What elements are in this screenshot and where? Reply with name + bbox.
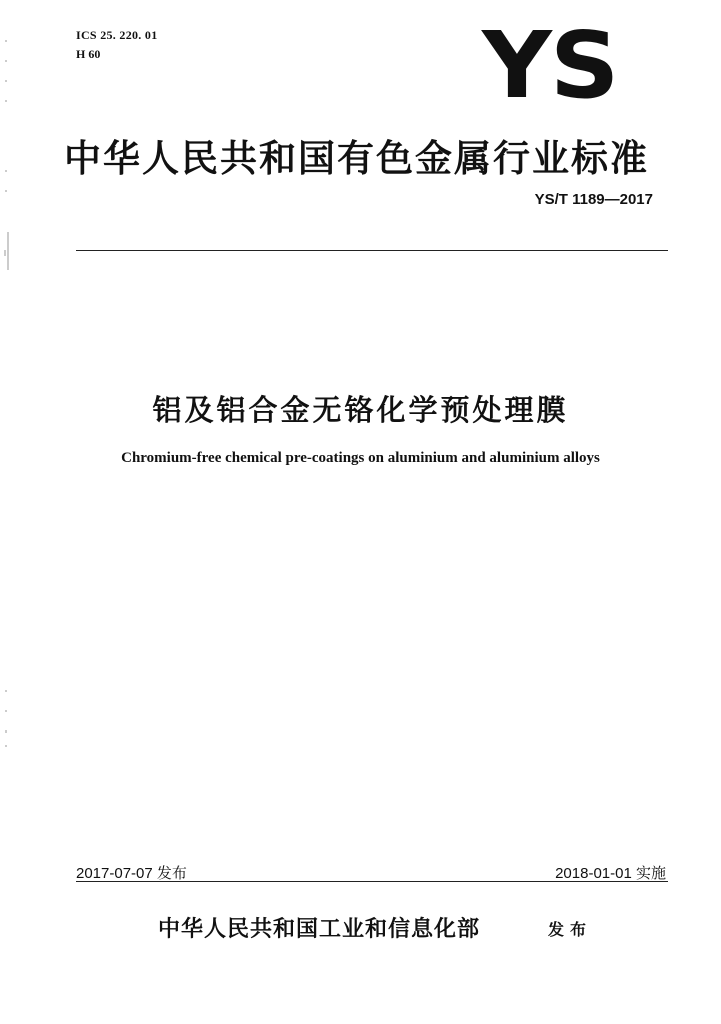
issue-date: 2017-07-07 发布 (76, 865, 187, 882)
scan-margin-marks (2, 0, 12, 1024)
standard-number: YS/T 1189—2017 (534, 191, 653, 208)
document-title-english: Chromium-free chemical pre-coatings on aluminium and aluminium alloys (121, 450, 600, 466)
ics-code: ICS 25. 220. 01 (76, 28, 158, 42)
issuing-authority: 中华人民共和国工业和信息化部 (158, 917, 481, 942)
footer-divider (76, 881, 668, 882)
header-divider (76, 250, 668, 251)
classification-code: H 60 (76, 47, 101, 61)
ys-logo: YS (482, 12, 618, 119)
standard-category-heading: 中华人民共和国有色金属行业标准 (64, 137, 649, 180)
implementation-date: 2018-01-01 实施 (555, 865, 666, 882)
issue-verb: 发布 (548, 920, 593, 939)
document-title-chinese: 铝及铝合金无铬化学预处理膜 (152, 393, 569, 427)
